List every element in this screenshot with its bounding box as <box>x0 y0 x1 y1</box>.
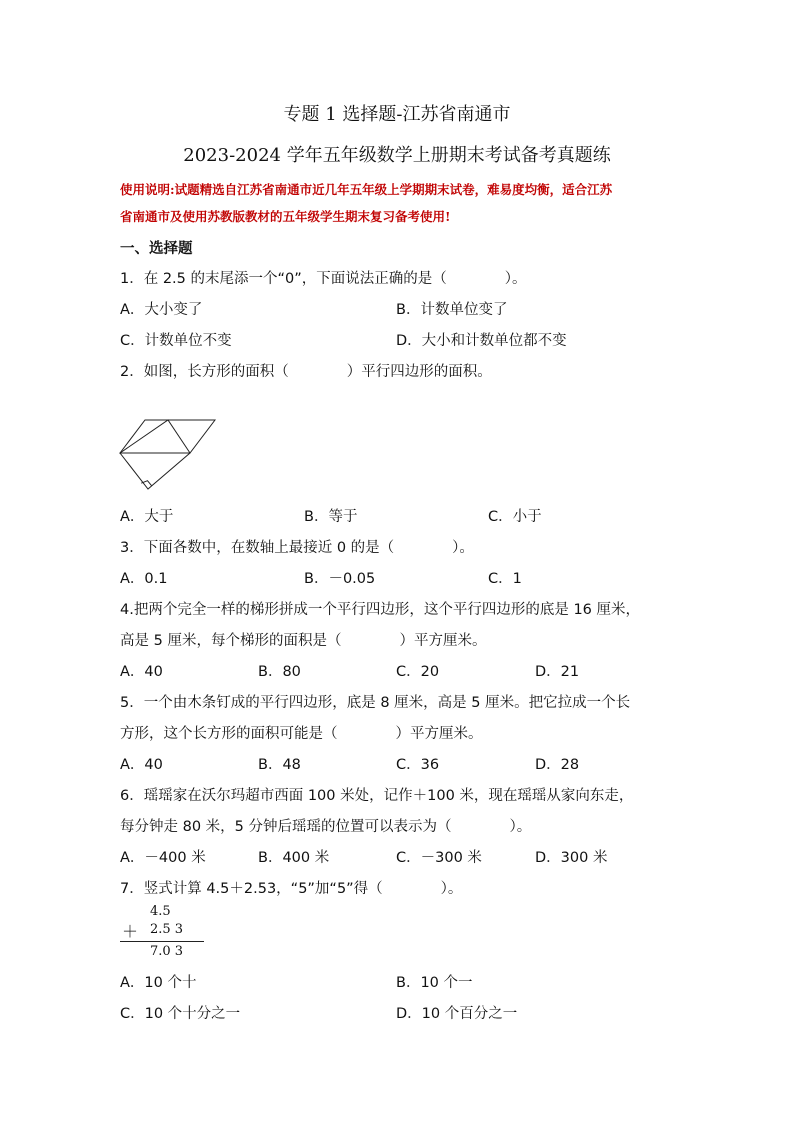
question-7-option-d: D．10 个百分之一 <box>396 1006 518 1022</box>
question-5-option-d: D．28 <box>535 757 580 773</box>
question-3-option-a: A．0.1 <box>120 571 168 587</box>
question-7-option-b: B．10 个一 <box>396 975 473 991</box>
question-7-text: 7．竖式计算 4.5＋2.53，“5”加“5”得（ ）。 <box>120 881 463 897</box>
rectangle-shape <box>120 420 190 489</box>
question-7-option-a: A．10 个十 <box>120 975 197 991</box>
question-6-text-line-2: 每分钟走 80 米，5 分钟后瑶瑶的位置可以表示为（ ）。 <box>120 819 532 835</box>
question-3-option-c: C．1 <box>488 571 522 587</box>
right-angle-mark <box>141 481 152 486</box>
plus-sign: ＋ <box>122 922 139 941</box>
question-2-option-b: B．等于 <box>304 509 358 525</box>
question-2-text: 2．如图，长方形的面积（ ）平行四边形的面积。 <box>120 364 492 380</box>
question-4-text-line-2: 高是 5 厘米，每个梯形的面积是（ ）平方厘米。 <box>120 633 487 649</box>
question-6-option-d: D．300 米 <box>535 850 608 866</box>
question-2-option-c: C．小于 <box>488 509 542 525</box>
question-5-option-a: A．40 <box>120 757 163 773</box>
question-2-option-a: A．大于 <box>120 509 174 525</box>
question-1-option-c: C．计数单位不变 <box>120 333 232 349</box>
question-1-option-a: A．大小变了 <box>120 302 203 318</box>
question-5-option-c: C．36 <box>396 757 440 773</box>
question-4-text-line-1: 4.把两个完全一样的梯形拼成一个平行四边形，这个平行四边形的底是 16 厘米， <box>120 602 641 618</box>
parallelogram-shape <box>120 420 215 453</box>
question-1-option-b: B．计数单位变了 <box>396 302 508 318</box>
question-4-option-c: C．20 <box>396 664 440 680</box>
section-heading: 一、选择题 <box>120 241 193 257</box>
question-3-option-b: B．－0.05 <box>304 571 376 587</box>
question-6-text-line-1: 6．瑶瑶家在沃尔玛超市西面 100 米处，记作＋100 米，现在瑶瑶从家向东走， <box>120 788 634 804</box>
question-6-option-c: C．－300 米 <box>396 850 482 866</box>
question-3-text: 3．下面各数中，在数轴上最接近 0 的是（ ）。 <box>120 540 474 556</box>
question-4-option-a: A．40 <box>120 664 163 680</box>
question-7-option-c: C．10 个十分之一 <box>120 1006 241 1022</box>
question-6-option-b: B．400 米 <box>258 850 330 866</box>
question-4-option-b: B．80 <box>258 664 301 680</box>
usage-note-line-1: 使用说明:试题精选自江苏省南通市近几年五年级上学期期末试卷，难易度均衡，适合江苏 <box>120 182 613 197</box>
addend-2: 2.5 3 <box>150 922 184 937</box>
question-6-option-a: A．－400 米 <box>120 850 206 866</box>
sum-line <box>120 941 204 942</box>
question-1-text: 1．在 2.5 的末尾添一个“0”，下面说法正确的是（ ）。 <box>120 271 527 287</box>
page-subtitle: 2023-2024 学年五年级数学上册期末考试备考真题练 <box>183 145 611 166</box>
question-5-option-b: B．48 <box>258 757 301 773</box>
usage-note-line-2: 省南通市及使用苏教版教材的五年级学生期末复习备考使用! <box>120 209 451 224</box>
question-1-option-d: D．大小和计数单位都不变 <box>396 333 567 349</box>
vertical-addition <box>118 904 204 962</box>
parallelogram-rectangle-figure <box>115 412 220 494</box>
page-title: 专题 1 选择题-江苏省南通市 <box>283 104 511 125</box>
addend-1: 4.5 <box>150 904 171 919</box>
question-5-text-line-1: 5．一个由木条钉成的平行四边形，底是 8 厘米，高是 5 厘米。把它拉成一个长 <box>120 695 631 711</box>
question-4-option-d: D．21 <box>535 664 580 680</box>
question-5-text-line-2: 方形，这个长方形的面积可能是（ ）平方厘米。 <box>120 726 483 742</box>
sum-result: 7.0 3 <box>150 944 184 959</box>
